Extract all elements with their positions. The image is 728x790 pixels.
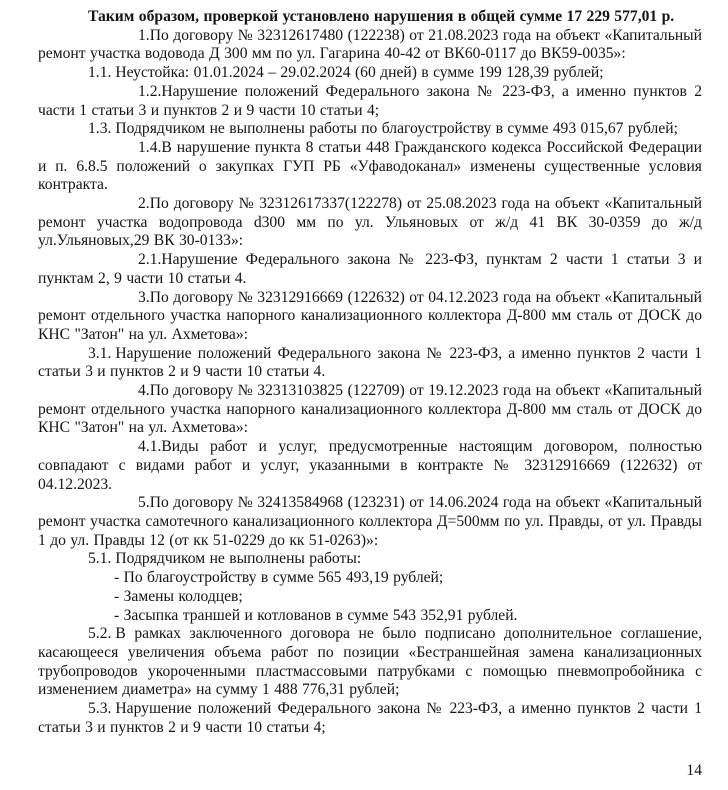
item-5-3 — [38, 700, 702, 737]
item-5-number: 5. — [138, 494, 150, 512]
item-4-number: 4. — [138, 382, 150, 400]
item-5-1-sub-2-text: - Замены колодцев; — [114, 587, 243, 605]
item-2 — [38, 195, 702, 251]
item-2-1-number: 2.1. — [138, 251, 162, 269]
item-5-3-text: Нарушение положений Федерального закона № 223-ФЗ, а именно пунктов 2 части 1 статьи 3 и пунктов 2 и 9 части 10 статьи 4; — [38, 700, 702, 736]
item-4-1-number: 4.1. — [138, 438, 162, 456]
item-5-3-number: 5.3. — [88, 700, 112, 718]
item-1-4-text: В нарушение пункта 8 статьи 448 Гражданского кодекса Российской Федерации и п. 6.8.5 положений о закупках ГУП РБ «Уфаводоканал» изменены существенные условия контракта. — [38, 138, 702, 194]
item-1-2 — [38, 83, 702, 120]
item-5-1-sub-1 — [38, 569, 702, 588]
item-1-1-number: 1.1. — [88, 64, 112, 82]
item-3-1-number: 3.1. — [88, 344, 112, 362]
item-1-3 — [38, 120, 702, 139]
item-2-text: По договору № 32312617337(122278) от 25.08.2023 года на объект «Капитальный ремонт участка водопровода d300 мм по ул. Ульяновых от ж/д 41 ВК 30-0359 до ж/д ул.Ульяновых,29 ВК 30-0133»: — [38, 195, 702, 250]
item-5-text: По договору № 32413584968 (123231) от 14.06.2024 года на объект «Капитальный ремонт участка самотечного канализационного коллектора Д=500мм по ул. Правды, от ул. Правды 1 до ул. Правды 12 (от кк 51-0229 до кк 51-0263)»: — [38, 494, 702, 549]
item-5-1-sub-1-text: - По благоустройству в сумме 565 493,19 рублей; — [114, 569, 444, 587]
item-1-2-text: Нарушение положений Федерального закона № 223-ФЗ, а именно пунктов 2 части 1 статьи 3 и пунктов 2 и 9 части 10 статьи 4; — [38, 82, 702, 119]
item-3-1 — [38, 345, 702, 382]
item-1-3-number: 1.3. — [88, 120, 112, 138]
item-1-4 — [38, 139, 702, 195]
item-1-1-text: Неустойка: 01.01.2024 – 29.02.2024 (60 дней) в сумме 199 128,39 рублей; — [115, 64, 604, 82]
item-5 — [38, 494, 702, 550]
item-3-text: По договору № 32312916669 (122632) от 04.12.2023 года на объект «Капитальный ремонт отдельного участка напорного канализационного коллектора Д-800 мм сталь от ДОСК до КНС "Затон" на ул. Ахметова»: — [38, 288, 702, 343]
item-5-1-sub-3 — [38, 607, 702, 626]
item-2-number: 2. — [138, 195, 150, 213]
item-5-1 — [38, 550, 702, 569]
item-5-2-number: 5.2. — [88, 625, 112, 643]
item-5-1-sub-2 — [38, 588, 702, 607]
item-2-1 — [38, 251, 702, 288]
item-5-2-text: В рамках заключенного договора не было подписано дополнительное соглашение, касающееся увеличения объема работ по позиции «Бестраншейная замена канализационных трубопроводов укороченными пластмассовыми патрубками с помощью пневмопробойника с изменением диаметра» на сумму 1 488 776,31 рублей; — [38, 625, 702, 699]
item-4-1-text: Виды работ и услуг, предусмотренные настоящим договором, полностью совпадают с видами работ и услуг, указанными в контракте № 32312916669 (122632) от 04.12.2023. — [38, 438, 702, 493]
item-1-text: По договору № 32312617480 (122238) от 21.08.2023 года на объект «Капитальный ремонт участка водовода Д 300 мм по ул. Гагарина 40-42 от ВК60-0117 до ВК59-0035»: — [38, 26, 702, 63]
item-5-1-text: Подрядчиком не выполнены работы: — [115, 550, 362, 568]
item-5-1-number: 5.1. — [88, 550, 112, 568]
item-4-1 — [38, 438, 702, 494]
item-1-4-number: 1.4. — [138, 138, 162, 156]
item-3-number: 3. — [138, 288, 150, 306]
item-1-2-number: 1.2. — [138, 82, 162, 100]
item-4-text: По договору № 32313103825 (122709) от 19.12.2023 года на объект «Капитальный ремонт отдельного участка напорного канализационного коллектора Д-800 мм сталь от ДОСК до КНС "Затон" на ул. Ахметова»: — [38, 382, 702, 437]
report-total-title — [38, 8, 702, 27]
item-4 — [38, 382, 702, 438]
item-3 — [38, 289, 702, 345]
page-number: 14 — [686, 762, 702, 779]
item-2-1-text: Нарушение Федерального закона № 223-ФЗ, пунктам 2 части 1 статьи 3 и пунктам 2, 9 части 10 статьи 4. — [38, 251, 702, 287]
item-1-3-text: Подрядчиком не выполнены работы по благоустройству в сумме 493 015,67 рублей; — [115, 120, 678, 138]
item-1 — [38, 27, 702, 64]
item-1-1 — [38, 64, 702, 83]
item-3-1-text: Нарушение положений Федерального закона № 223-ФЗ, а именно пунктов 2 части 1 статьи 3 и пунктов 2 и 9 части 10 статьи 4. — [38, 344, 702, 381]
item-1-number: 1. — [138, 26, 150, 44]
item-5-1-sub-3-text: - Засыпка траншей и котлованов в сумме 543 352,91 рублей. — [114, 606, 518, 624]
report-total-title-text: Таким образом, проверкой установлено нарушения в общей сумме 17 229 577,01 р. — [88, 8, 675, 25]
item-5-2 — [38, 625, 702, 700]
